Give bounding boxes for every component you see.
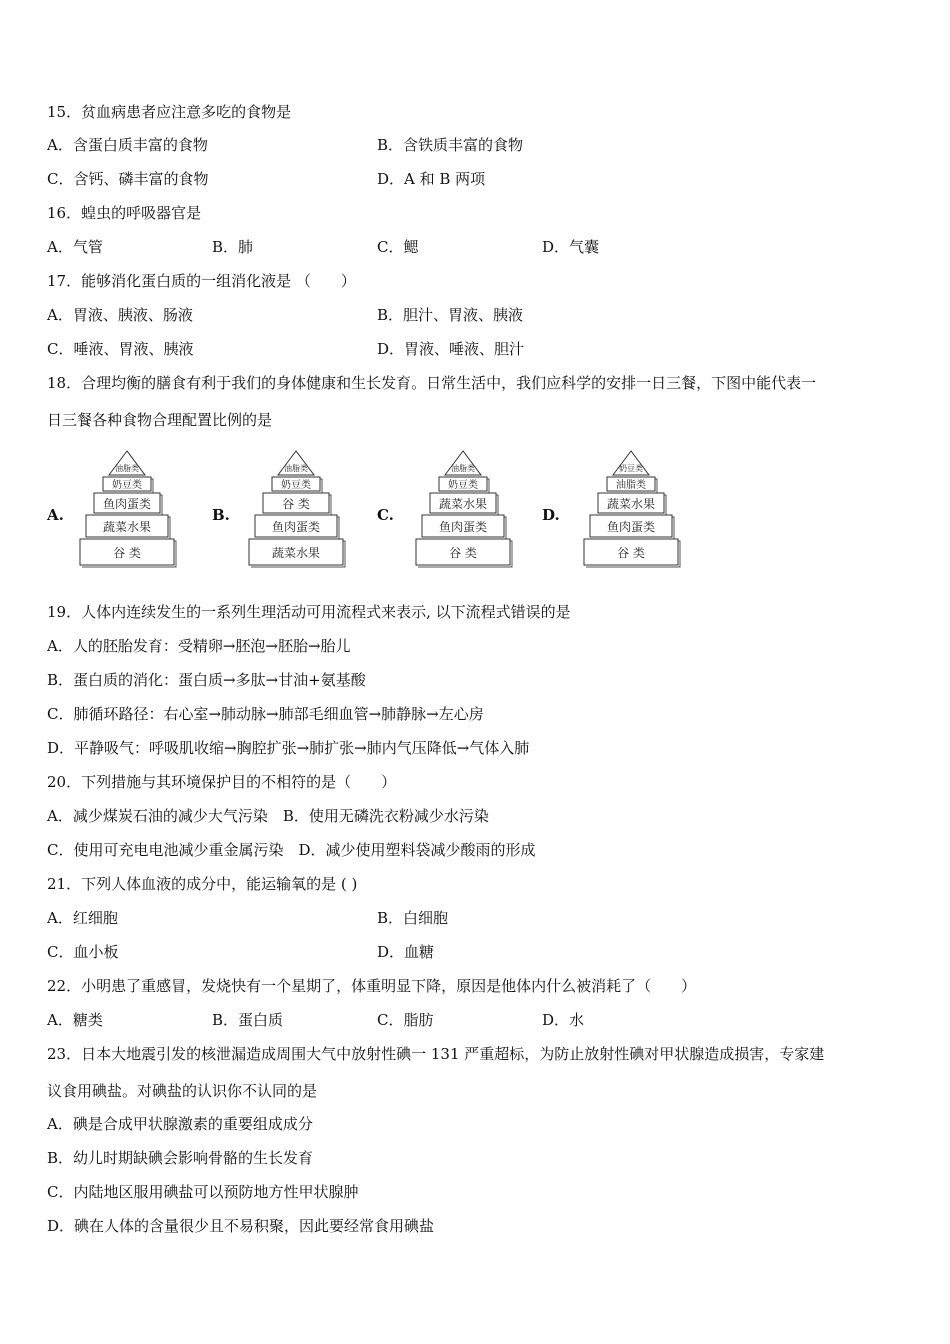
q19-option-a[interactable]: A．人的胚胎发育：受精卵→胚泡→胚胎→胎儿 (47, 637, 351, 655)
q15-stem: 15．贫血病患者应注意多吃的食物是 (47, 103, 292, 121)
pyramid-tier-label: 谷 类 (113, 546, 141, 560)
q17-option-a[interactable]: A．胃液、胰液、肠液 (47, 306, 193, 324)
pyramid-tier-label: 奶豆类 (448, 480, 478, 491)
q15-option-c[interactable]: C．含钙、磷丰富的食物 (47, 170, 209, 188)
pyramid-tier-label: 谷 类 (282, 497, 310, 511)
q23-stem-line1: 23．日本大地震引发的核泄漏造成周围大气中放射性碘一 131 严重超标，为防止放射性碘对甲状腺造成损害，专家建 (47, 1045, 825, 1063)
q20-options-ab[interactable]: A．减少煤炭石油的减少大气污染 B．使用无磷洗衣粉减少水污染 (47, 807, 489, 825)
q22-option-b[interactable]: B．蛋白质 (212, 1011, 284, 1029)
q18-option-a-label[interactable]: A. (47, 506, 64, 524)
pyramid-tier-label: 油脂类 (284, 464, 308, 473)
pyramid-tier-label: 奶豆类 (112, 480, 142, 491)
q20-stem: 20．下列措施与其环境保护目的不相符的是（ ） (47, 773, 397, 791)
q16-option-d[interactable]: D．气囊 (542, 238, 600, 256)
q18-option-d-label[interactable]: D. (542, 506, 560, 524)
q19-option-b[interactable]: B．蛋白质的消化：蛋白质→多肽→甘油+氨基酸 (47, 671, 366, 689)
q18-stem-line2: 日三餐各种食物合理配置比例的是 (47, 411, 273, 429)
q15-option-d[interactable]: D．A 和 B 两项 (377, 170, 486, 188)
pyramid-tier-label: 蔬菜水果 (606, 497, 656, 511)
pyramid-tier-label: 蔬菜水果 (438, 497, 488, 511)
food-pyramid-b (249, 451, 345, 567)
q21-option-d[interactable]: D．血糖 (377, 943, 435, 961)
q16-stem: 16．蝗虫的呼吸器官是 (47, 204, 202, 222)
pyramid-tier-label: 油脂类 (451, 464, 475, 473)
pyramid-tier-label: 鱼肉蛋类 (438, 520, 488, 534)
q22-option-c[interactable]: C．脂肪 (377, 1011, 434, 1029)
pyramid-tier-label: 油脂类 (616, 480, 646, 491)
q22-stem: 22．小明患了重感冒，发烧快有一个星期了，体重明显下降，原因是他体内什么被消耗了（ ） (47, 977, 697, 995)
q17-stem: 17．能够消化蛋白质的一组消化液是 （ ） (47, 272, 356, 290)
pyramid-tier-label: 油脂类 (115, 464, 139, 473)
q20-options-cd[interactable]: C．使用可充电电池减少重金属污染 D．减少使用塑料袋减少酸雨的形成 (47, 841, 536, 859)
q18-option-b-label[interactable]: B. (212, 506, 230, 524)
q17-option-b[interactable]: B．胆汁、胃液、胰液 (377, 306, 524, 324)
q16-option-a[interactable]: A．气管 (47, 238, 103, 256)
pyramid-tier-label: 蔬菜水果 (271, 546, 321, 560)
q23-stem-line2: 议食用碘盐。对碘盐的认识你不认同的是 (47, 1082, 318, 1100)
pyramid-tier-label: 鱼肉蛋类 (102, 497, 152, 511)
pyramid-tier-label: 奶豆类 (281, 480, 311, 491)
food-pyramid-c (416, 451, 512, 567)
food-pyramid-d (584, 451, 680, 567)
food-pyramids-figure (0, 445, 950, 575)
q23-option-a[interactable]: A．碘是合成甲状腺激素的重要组成成分 (47, 1115, 313, 1133)
q16-option-b[interactable]: B．肺 (212, 238, 254, 256)
q17-option-d[interactable]: D．胃液、唾液、胆汁 (377, 340, 525, 358)
q16-option-c[interactable]: C．鳃 (377, 238, 419, 256)
pyramid-tier-label: 谷 类 (617, 546, 645, 560)
q23-option-d[interactable]: D．碘在人体的含量很少且不易积聚，因此要经常食用碘盐 (47, 1217, 435, 1235)
pyramid-tier-label: 蔬菜水果 (102, 520, 152, 534)
q21-option-b[interactable]: B．白细胞 (377, 909, 449, 927)
food-pyramid-a (80, 451, 176, 567)
q19-option-d[interactable]: D．平静吸气：呼吸肌收缩→胸腔扩张→肺扩张→肺内气压降低→气体入肺 (47, 739, 530, 757)
q22-option-a[interactable]: A．糖类 (47, 1011, 103, 1029)
q17-option-c[interactable]: C．唾液、胃液、胰液 (47, 340, 194, 358)
q18-option-c-label[interactable]: C. (377, 506, 394, 524)
pyramid-tier-label: 谷 类 (449, 546, 477, 560)
pyramid-tier-label: 鱼肉蛋类 (271, 520, 321, 534)
q19-stem: 19．人体内连续发生的一系列生理活动可用流程式来表示, 以下流程式错误的是 (47, 603, 571, 621)
q23-option-c[interactable]: C．内陆地区服用碘盐可以预防地方性甲状腺肿 (47, 1183, 359, 1201)
pyramid-tier-label: 鱼肉蛋类 (606, 520, 656, 534)
q18-stem-line1: 18．合理均衡的膳食有利于我们的身体健康和生长发育。日常生活中，我们应科学的安排一日三餐，下图中能代表一 (47, 374, 817, 392)
q23-option-b[interactable]: B．幼儿时期缺碘会影响骨骼的生长发育 (47, 1149, 314, 1167)
q21-option-c[interactable]: C．血小板 (47, 943, 119, 961)
pyramid-tier-label: 奶豆类 (619, 464, 643, 473)
q21-option-a[interactable]: A．红细胞 (47, 909, 118, 927)
q15-option-a[interactable]: A．含蛋白质丰富的食物 (47, 136, 208, 154)
q22-option-d[interactable]: D．水 (542, 1011, 585, 1029)
q21-stem: 21．下列人体血液的成分中，能运输氧的是 ( ) (47, 875, 358, 893)
q19-option-c[interactable]: C．肺循环路径：右心室→肺动脉→肺部毛细血管→肺静脉→左心房 (47, 705, 484, 723)
q15-option-b[interactable]: B．含铁质丰富的食物 (377, 136, 524, 154)
